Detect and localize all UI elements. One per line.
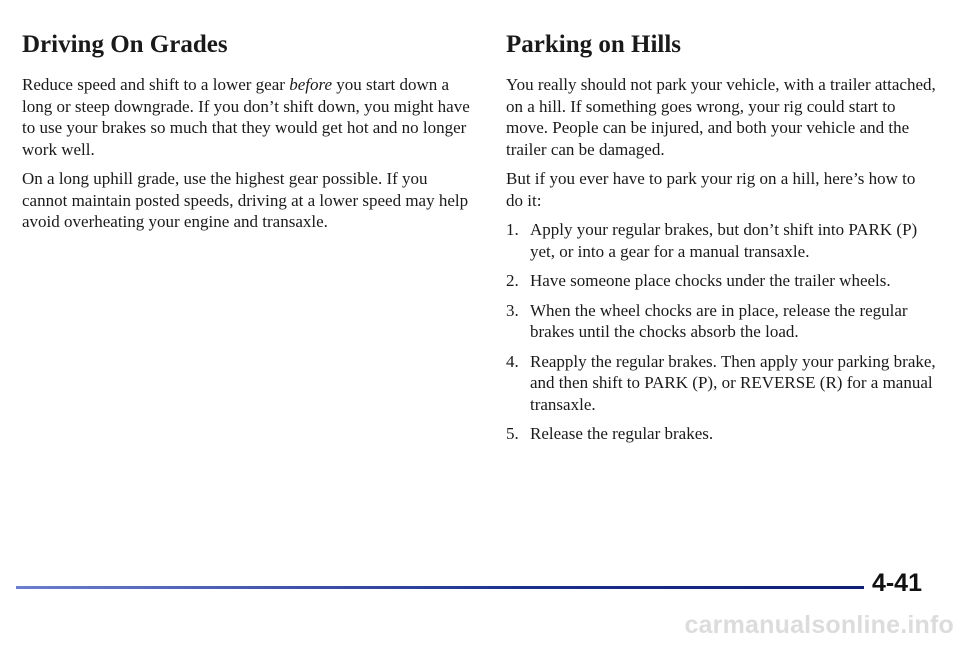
list-item (506, 270, 936, 292)
step-text: When the wheel chocks are in place, release the regular brakes until the chocks absorb the load. (530, 300, 908, 341)
footer-rule (16, 586, 864, 589)
emphasis-before: before (289, 75, 332, 94)
list-item (506, 351, 936, 416)
step-text: Reapply the regular brakes. Then apply your parking brake, and then shift to PARK (P), or REVERSE (R) for a manual transaxle. (530, 351, 936, 414)
step-number: 5. (506, 424, 519, 443)
parking-steps-list (506, 219, 936, 445)
step-number: 3. (506, 300, 519, 320)
step-text: Release the regular brakes. (530, 424, 714, 443)
watermark: carmanualsonline.info (684, 611, 954, 639)
list-item (506, 219, 936, 262)
step-number: 2. (506, 271, 519, 290)
paragraph-downgrade (22, 74, 470, 160)
list-item (506, 423, 936, 445)
paragraph-uphill: On a long uphill grade, use the highest gear possible. If you cannot maintain posted speeds, driving at a lower speed may help avoid overheating your engine and transaxle. (22, 169, 469, 231)
step-text: Apply your regular brakes, but don’t shift into PARK (P) yet, or into a gear for a manual transaxle. (530, 220, 918, 261)
list-item (506, 300, 936, 343)
section-title-driving-on-grades: Driving On Grades (22, 31, 228, 58)
step-number: 4. (506, 351, 519, 371)
paragraph-parking-intro: But if you ever have to park your rig on a hill, here’s how to do it: (506, 169, 916, 210)
step-text: Have someone place chocks under the trailer wheels. (530, 271, 891, 290)
right-column (506, 30, 936, 453)
paragraph-parking-warning: You really should not park your vehicle, with a trailer attached, on a hill. If something goes wrong, your rig could start to move. People can be injured, and both your vehicle and the trailer can be damaged. (506, 75, 936, 159)
section-title-parking-on-hills: Parking on Hills (506, 31, 682, 58)
paragraph-downgrade-start: Reduce speed and shift to a lower gear (22, 75, 290, 94)
left-column (22, 30, 470, 241)
paragraph-downgrade-end: you start down a long or steep downgrade. If you don’t shift down, you might have to use your brakes so much that they would get hot and no longer work well. (22, 75, 470, 159)
page-number: 4-41 (871, 569, 922, 597)
step-number: 1. (506, 220, 519, 239)
